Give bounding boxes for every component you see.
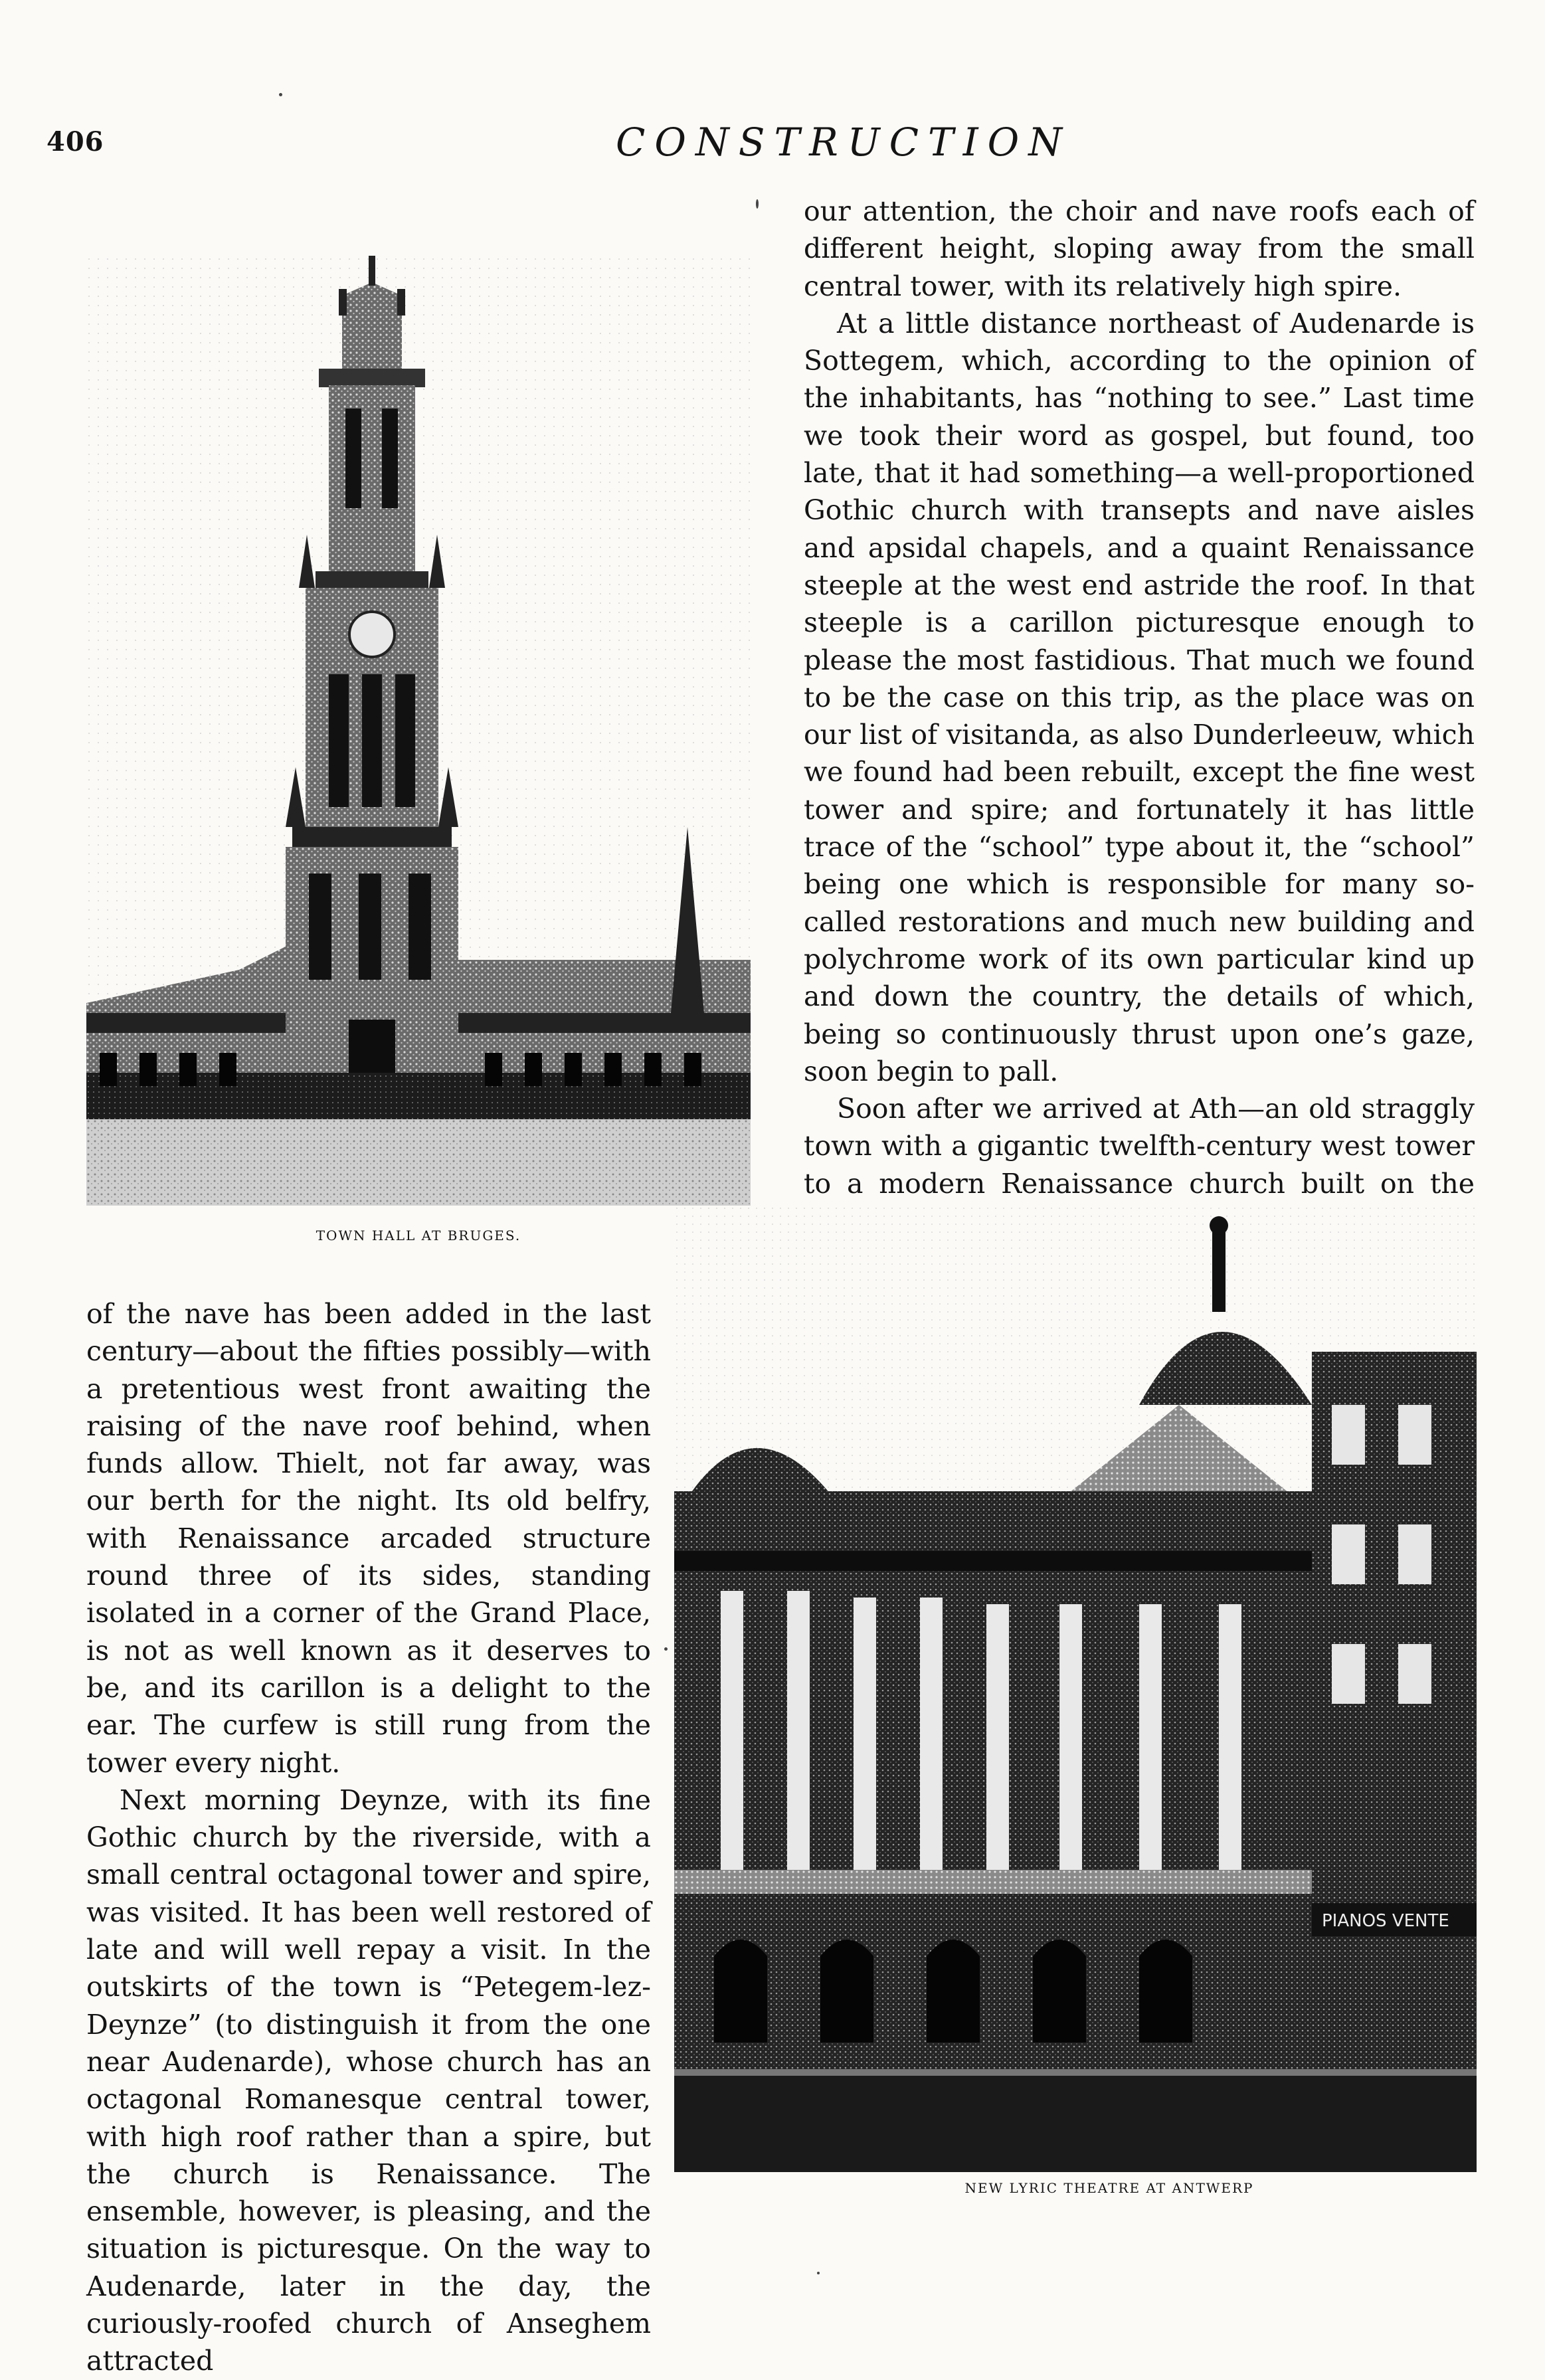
shop-sign: PIANOS VENTE <box>1322 1911 1449 1931</box>
print-speck <box>664 1647 668 1651</box>
paragraph-continued: our attention, the choir and nave roofs each of different height, sloping away from the small central tower, with its relatively high spire. <box>804 195 1475 302</box>
antwerp-lyric-theatre-illustration <box>674 1206 1477 2172</box>
paragraph-sottegem: At a little distance northeast of Audenarde is Sottegem, which, according to the opinion of the inhabitants, has “nothing to see.” Last time we took their word as gospel, but found, too late, that it had something—a well-proportioned Gothic church with transepts and nave aisles and apsidal chapels, and a quaint Renaissance steeple at the west end astride the roof. In that steeple is a carillon picturesque enough to please the most fastidious. That much we found to be the case on this trip, as the place was on our list of visitanda, as also Dunderleeuw, which we found had been rebuilt, except the fine west tower and spire; and fortunately it has little trace of the “school” type about it, the “school” being one which is responsible for many so-called restorations and much new building and polychrome work of its own particular kind up and down the country, the details of which, being so continuously thrust upon one’s gaze, soon begin to pall. <box>804 307 1475 1087</box>
paragraph-deynze: Next morning Deynze, with its fine Gothic church by the riverside, with a small central octagonal tower and spire, was visited. It has been well restored of late and will well repay a visit. In the outskirts of the town is “Petegem-lez-Deynze” (to distinguish it from the one near Audenarde), whose church has an octagonal Romanesque central tower, with high roof rather than a spire, but the church is Renaissance. The ensemble, however, is pleasing, and the situation is picturesque. On the way to Audenarde, later in the day, the curiously-roofed church of Anseghem attracted <box>86 1784 651 2377</box>
bruges-town-hall-illustration <box>86 256 751 1206</box>
bruges-figure-caption: TOWN HALL AT BRUGES. <box>316 1228 521 1243</box>
antwerp-figure-caption: NEW LYRIC THEATRE AT ANTWERP <box>964 2180 1254 2196</box>
paragraph-ath: Soon after we arrived at Ath—an old straggly town with a gigantic twelfth-century west tower to a modern Renaissance church built on the <box>804 1093 1475 1200</box>
right-column-text <box>804 193 1475 1352</box>
paragraph-thielt: of the nave has been added in the last century—about the fifties possibly—with a pretentious west front awaiting the raising of the nave roof behind, when funds allow. Thielt, not far away, was our berth for the night. Its old belfry, with Renaissance arcaded structure round three of its sides, standing isolated in a corner of the Grand Place, is not as well known as it deserves to be, and its carillon is a delight to the ear. The curfew is still rung from the tower every night. <box>86 1298 651 1779</box>
print-speck <box>756 199 759 209</box>
print-speck <box>279 93 282 96</box>
page-number: 406 <box>46 126 104 157</box>
print-speck <box>817 2272 820 2274</box>
running-title: CONSTRUCTION <box>616 120 1071 165</box>
left-column-text <box>86 1295 651 2380</box>
